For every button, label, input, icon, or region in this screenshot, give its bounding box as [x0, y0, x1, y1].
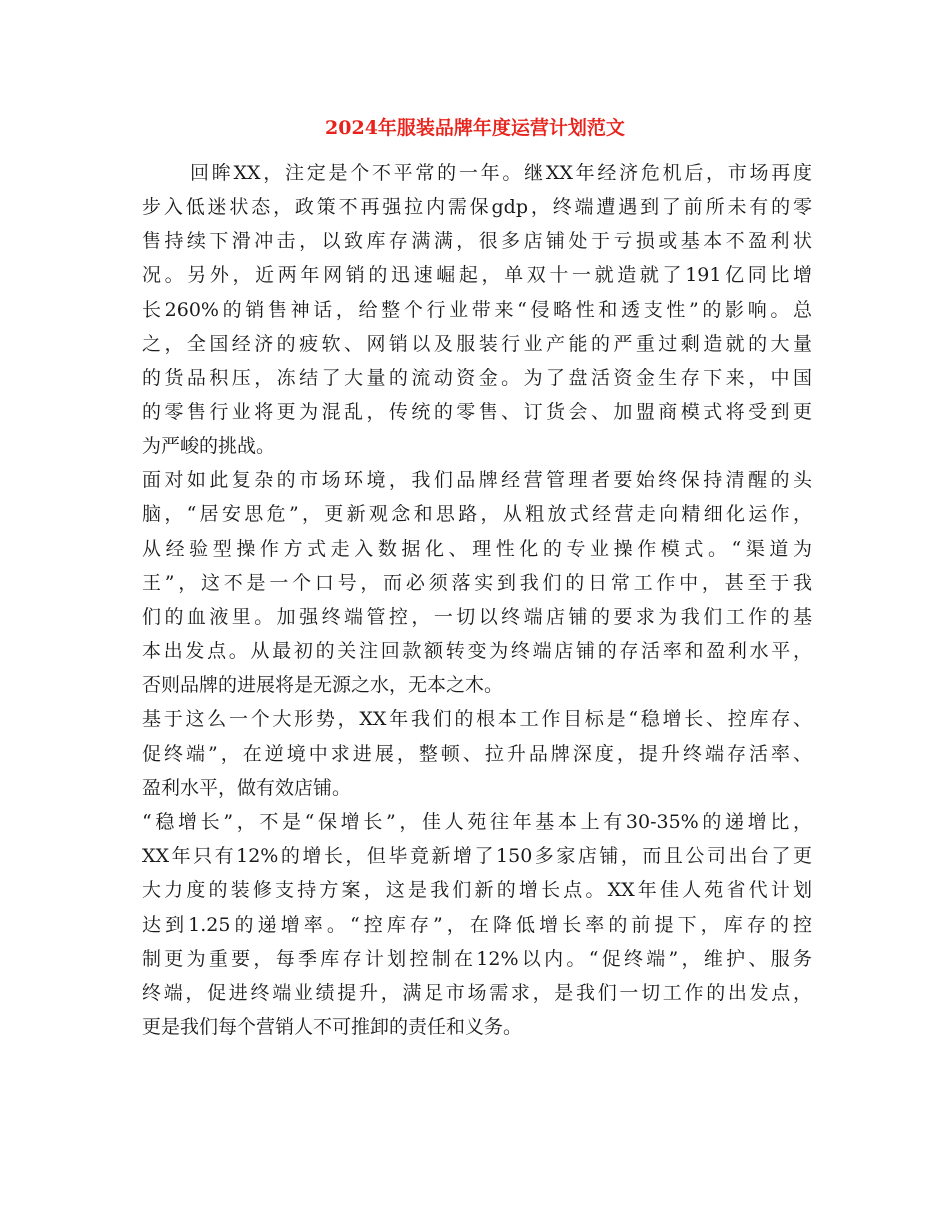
paragraph-line: 之，全国经济的疲软、网销以及服装行业产能的严重过剩造就的大量	[142, 333, 812, 355]
paragraph-line: 否则品牌的进展将是无源之水，无本之木。	[142, 674, 504, 696]
paragraph-line: 从经验型操作方式走入数据化、理性化的专业操作模式。“渠道为	[142, 538, 812, 560]
paragraph-line: 本出发点。从最初的关注回款额转变为终端店铺的存活率和盈利水平，	[142, 640, 812, 662]
paragraph-line: 为严峻的挑战。	[142, 435, 276, 457]
document-title: 2024年服装品牌年度运营计划范文	[325, 117, 625, 139]
paragraph-line: 促终端”，在逆境中求进展，整顿、拉升品牌深度，提升终端存活率、	[142, 743, 812, 765]
paragraph-line: 达到1.25的递增率。“控库存”，在降低增长率的前提下，库存的控	[142, 914, 812, 936]
paragraph-line: 终端，促进终端业绩提升，满足市场需求，是我们一切工作的出发点，	[142, 982, 812, 1004]
paragraph-line: 步入低迷状态，政策不再强拉内需保gdp，终端遭遇到了前所未有的零	[142, 196, 812, 218]
paragraph-line: 面对如此复杂的市场环境，我们品牌经营管理者要始终保持清醒的头	[142, 469, 812, 491]
paragraph-line: 更是我们每个营销人不可推卸的责任和义务。	[142, 1016, 523, 1038]
paragraph-line: “稳增长”，不是“保增长”，佳人苑往年基本上有30-35%的递增比，	[142, 811, 812, 833]
paragraph-line: 基于这么一个大形势，XX年我们的根本工作目标是“稳增长、控库存、	[142, 708, 812, 730]
paragraph-line: 长260%的销售神话，给整个行业带来“侵略性和透支性”的影响。总	[142, 299, 812, 321]
paragraph-line: 制更为重要，每季库存计划控制在12%以内。“促终端”，维护、服务	[142, 948, 812, 970]
paragraph-line: 王”，这不是一个口号，而必须落实到我们的日常工作中，甚至于我	[142, 572, 812, 594]
paragraph-line: 脑，“居安思危”，更新观念和思路，从粗放式经营走向精细化运作，	[142, 503, 812, 525]
paragraph-line: 盈利水平，做有效店铺。	[142, 777, 352, 799]
paragraph-line: 的零售行业将更为混乱，传统的零售、订货会、加盟商模式将受到更	[142, 401, 812, 423]
paragraph-line: 回眸XX，注定是个不平常的一年。继XX年经济危机后，市场再度	[190, 162, 812, 184]
paragraph-line: 的货品积压，冻结了大量的流动资金。为了盘活资金生存下来，中国	[142, 367, 812, 389]
paragraph-line: 售持续下滑冲击，以致库存满满，很多店铺处于亏损或基本不盈利状	[142, 230, 812, 252]
paragraph-line: 大力度的装修支持方案，这是我们新的增长点。XX年佳人苑省代计划	[142, 879, 812, 901]
paragraph-line: 况。另外，近两年网销的迅速崛起，单双十一就造就了191亿同比增	[142, 264, 812, 286]
paragraph-line: XX年只有12%的增长，但毕竟新增了150多家店铺，而且公司出台了更	[142, 845, 812, 867]
paragraph-line: 们的血液里。加强终端管控，一切以终端店铺的要求为我们工作的基	[142, 606, 812, 628]
document-body	[142, 157, 812, 1117]
